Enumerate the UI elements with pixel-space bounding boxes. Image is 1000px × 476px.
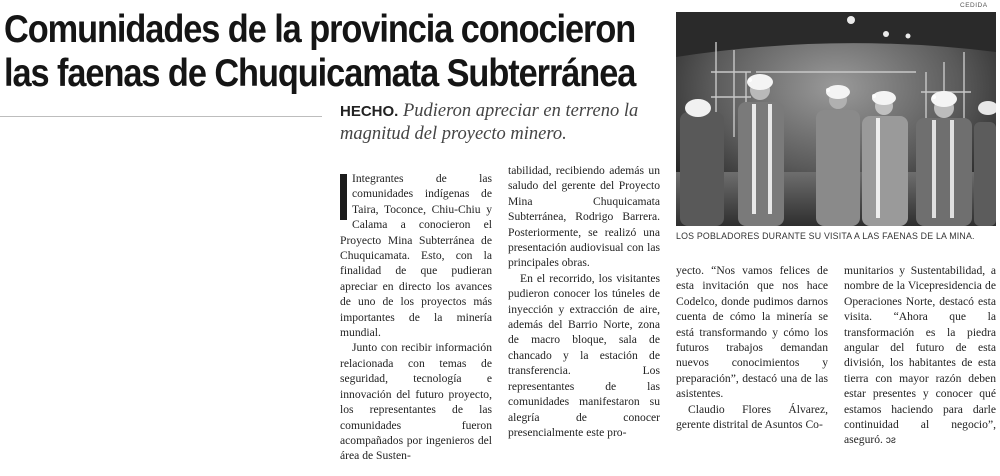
paragraph: [844, 263, 996, 449]
paragraph: Integrantes de las comunidades indígenas de Taira, Toconce, Chiu-Chiu y Calama a conocieron el Proyecto Mina Subterránea de Chuquicamata. Esto, con la finalidad de que pudieran apreciar en directo los avances de uno de los proyectos más importantes de la minería mundial.: [340, 172, 492, 340]
text-column-1: [340, 171, 492, 464]
headline-line-2: las faenas de Chuquicamata Subterránea: [4, 52, 636, 95]
headline: [4, 8, 636, 96]
paragraph: En el recorrido, los visitantes pudieron conocer los túneles de inyección y extracción de aire, además del Barrio Norte, zona de macro bloque, sala de chancado y la estación de transferencia. Los representantes de las comunidades manifestaron su alegría de conocer presencialmente este pro-: [508, 271, 660, 439]
deck-kicker: HECHO.: [340, 103, 399, 120]
headline-line-1: Comunidades de la provincia conocieron: [4, 8, 636, 51]
paragraph: tabilidad, recibiendo además un saludo del gerente del Proyecto Mina Chuquicamata Subterránea, Rodrigo Barrera. Posteriormente, se realizó una presentación audiovisual con las principales obras.: [508, 164, 660, 270]
paragraph: Claudio Flores Álvarez, gerente distrital de Asuntos Co-: [676, 402, 828, 432]
text-column-3: [676, 263, 828, 432]
paragraph-text: munitarios y Sustentabilidad, a nombre de la Vicepresidencia de Operaciones Norte, destacó esta visita. “Ahora que la transformación es la piedra angular del futuro de esta división, los habitantes de esta tierra con mayor razón deben estar presentes y conocer qué estamos haciendo para darle continuidad al negocio”, aseguró.: [844, 264, 996, 447]
dropcap-bar: [340, 174, 347, 220]
paragraph: yecto. “Nos vamos felices de esta invitación que nos hace Codelco, donde pudimos darnos cuenta de cómo la minería se está transformando y cómo los futuros trabajos demandan nuevos conocimientos y preparación”, destacó una de las asistentes.: [676, 264, 828, 401]
deck-text: Pudieron apreciar en terreno la magnitud del proyecto minero.: [340, 101, 639, 144]
photo-caption: LOS POBLADORES DURANTE SU VISITA A LAS FAENAS DE LA MINA.: [676, 231, 975, 241]
photo-credit: CEDIDA: [960, 2, 988, 9]
text-column-2: [508, 163, 660, 440]
deck: [340, 100, 670, 146]
divider-rule: [0, 116, 322, 117]
text-column-4: [844, 263, 996, 449]
end-mark: ↄƨ: [885, 435, 896, 447]
paragraph: Junto con recibir información relacionada con temas de seguridad, tecnología e innovación del futuro proyecto, los representantes de las comunidades fueron acompañados por ingenieros del área de Susten-: [340, 341, 492, 463]
miners-group-photo: [676, 12, 996, 226]
